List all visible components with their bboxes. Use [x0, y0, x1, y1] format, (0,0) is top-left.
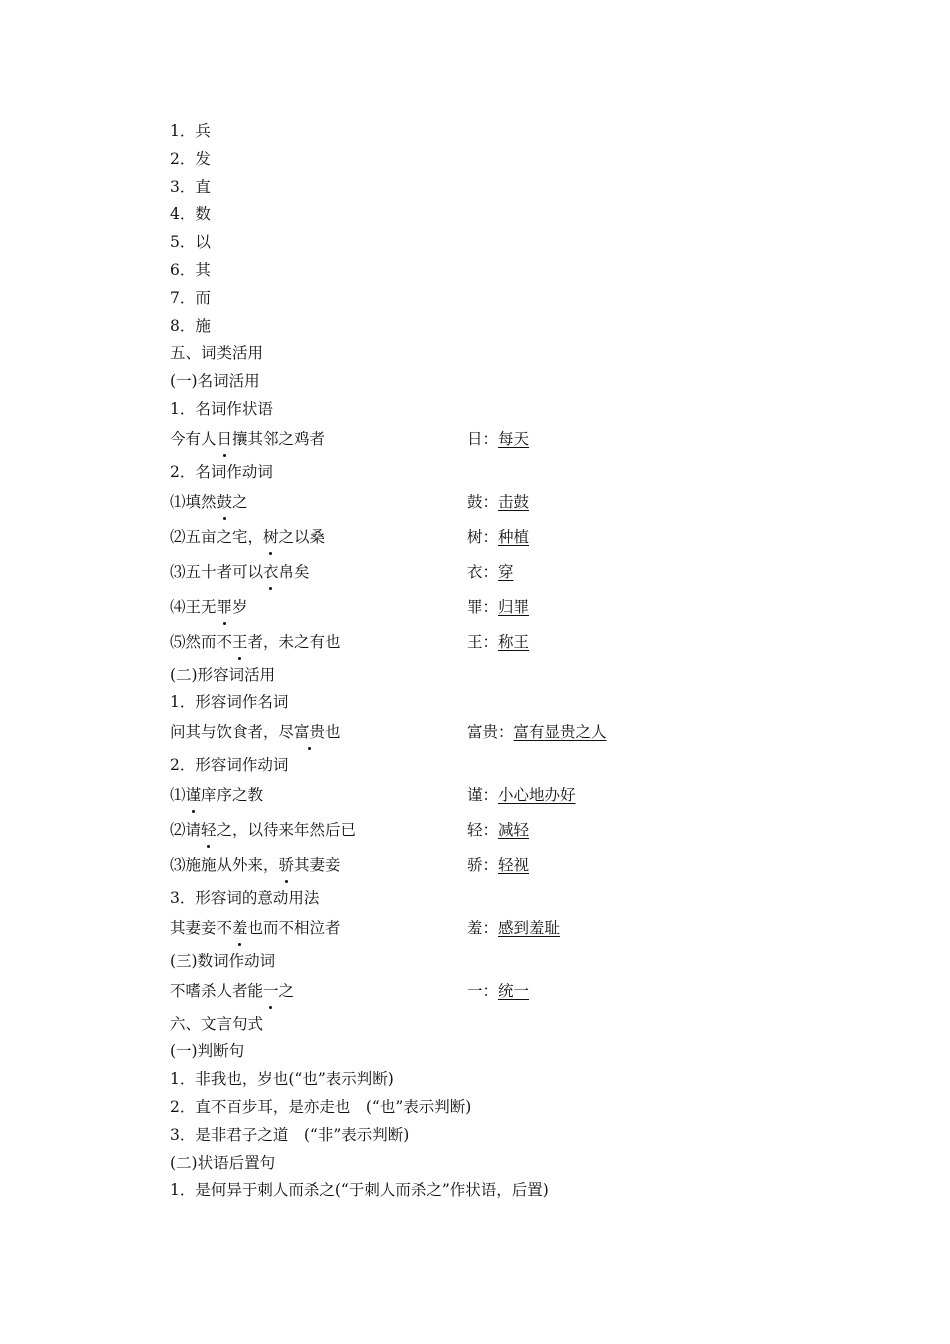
emphasized-word: 鼓 [217, 487, 233, 517]
example-explanation: 一：统一 [467, 981, 530, 1000]
example-row [170, 627, 810, 662]
example-row [170, 913, 810, 948]
example-row [170, 976, 810, 1011]
example-row [170, 424, 810, 459]
answer: 减轻 [498, 820, 530, 839]
example-row [170, 815, 810, 850]
numbered-word-list [170, 118, 810, 340]
emphasized-word: 轻 [201, 815, 217, 845]
answer: 每天 [498, 429, 530, 448]
list-item: 3．直 [170, 177, 211, 196]
subsection-heading: (三)数词作动词 [170, 951, 276, 970]
list-item: 4．数 [170, 205, 211, 224]
example-row [170, 717, 810, 752]
example-explanation: 骄：轻视 [467, 855, 530, 874]
example-sentence: 其妻妾不羞也而不相泣者 [170, 913, 467, 948]
example-explanation: 谨：小心地办好 [467, 785, 576, 804]
answer: 富有显贵之人 [513, 723, 607, 742]
emphasized-word: 王 [232, 627, 248, 657]
example-row [170, 487, 810, 522]
example-sentence: ⑴填然鼓之 [170, 487, 467, 522]
answer: 轻视 [498, 855, 530, 874]
answer: 击鼓 [498, 492, 530, 511]
category-heading: 2．形容词作动词 [170, 756, 289, 775]
example-row [170, 850, 810, 885]
example-row [170, 780, 810, 815]
answer: 小心地办好 [498, 785, 576, 804]
list-item: 7．而 [170, 288, 211, 307]
list-item: 1．非我也，岁也(“也”表示判断) [170, 1070, 394, 1089]
list-item: 1．兵 [170, 122, 211, 140]
example-sentence: ⑵五亩之宅，树之以桑 [170, 522, 467, 557]
example-explanation: 衣：穿 [467, 562, 514, 581]
example-explanation: 罪：归罪 [467, 597, 530, 616]
example-sentence: 问其与饮食者，尽富贵也 [170, 717, 467, 752]
example-sentence: 今有人日攘其邻之鸡者 [170, 424, 467, 459]
example-explanation: 鼓：击鼓 [467, 492, 530, 511]
subsection-heading: (一)名词活用 [170, 372, 260, 391]
answer: 种植 [498, 527, 530, 546]
emphasized-word: 一 [263, 976, 279, 1006]
example-sentence: ⑶五十者可以衣帛矣 [170, 557, 467, 592]
section-heading: 六、文言句式 [170, 1014, 264, 1033]
example-explanation: 轻：减轻 [467, 820, 530, 839]
example-sentence: ⑵请轻之，以待来年然后已 [170, 815, 467, 850]
emphasized-word: 谨 [186, 780, 202, 810]
example-explanation: 日：每天 [467, 429, 530, 448]
example-sentence: ⑶施施从外来，骄其妻妾 [170, 850, 467, 885]
list-item: 6．其 [170, 260, 211, 279]
emphasized-word: 骄 [279, 850, 295, 880]
list-item: 5．以 [170, 233, 211, 252]
emphasized-word: 罪 [217, 592, 233, 622]
example-row [170, 557, 810, 592]
answer: 穿 [498, 562, 514, 581]
document-page [170, 118, 810, 1205]
answer: 归罪 [498, 597, 530, 616]
emphasized-word: 富贵 [294, 717, 325, 747]
example-sentence: ⑷王无罪岁 [170, 592, 467, 627]
example-explanation: 树：种植 [467, 527, 530, 546]
example-row [170, 592, 810, 627]
list-item: 3．是非君子之道 (“非”表示判断) [170, 1125, 410, 1144]
category-heading: 3．形容词的意动用法 [170, 888, 320, 907]
section-heading: 五、词类活用 [170, 344, 264, 363]
example-explanation: 王：称王 [467, 632, 530, 651]
example-explanation: 富贵：富有显贵之人 [467, 723, 607, 742]
emphasized-word: 日 [217, 424, 233, 454]
category-heading: 2．名词作动词 [170, 462, 273, 481]
answer: 称王 [498, 632, 530, 651]
emphasized-word: 衣 [263, 557, 279, 587]
example-row [170, 522, 810, 557]
category-heading: 1．形容词作名词 [170, 693, 289, 712]
category-heading: 1．名词作状语 [170, 399, 273, 418]
example-sentence: 不嗜杀人者能一之 [170, 976, 467, 1011]
subsection-heading: (二)形容词活用 [170, 665, 276, 684]
answer: 统一 [498, 981, 530, 1000]
answer: 感到羞耻 [498, 918, 561, 937]
list-item: 1．是何异于刺人而杀之(“于刺人而杀之”作状语，后置) [170, 1181, 549, 1200]
subsection-heading: (一)判断句 [170, 1042, 245, 1061]
example-explanation: 羞：感到羞耻 [467, 918, 561, 937]
example-sentence: ⑸然而不王者，未之有也 [170, 627, 467, 662]
list-item: 2．直不百步耳，是亦走也 (“也”表示判断) [170, 1097, 472, 1116]
list-item: 2．发 [170, 149, 211, 168]
emphasized-word: 羞 [232, 913, 248, 943]
subsection-heading: (二)状语后置句 [170, 1153, 276, 1172]
list-item: 8．施 [170, 316, 211, 335]
example-sentence: ⑴谨庠序之教 [170, 780, 467, 815]
emphasized-word: 树 [263, 522, 279, 552]
